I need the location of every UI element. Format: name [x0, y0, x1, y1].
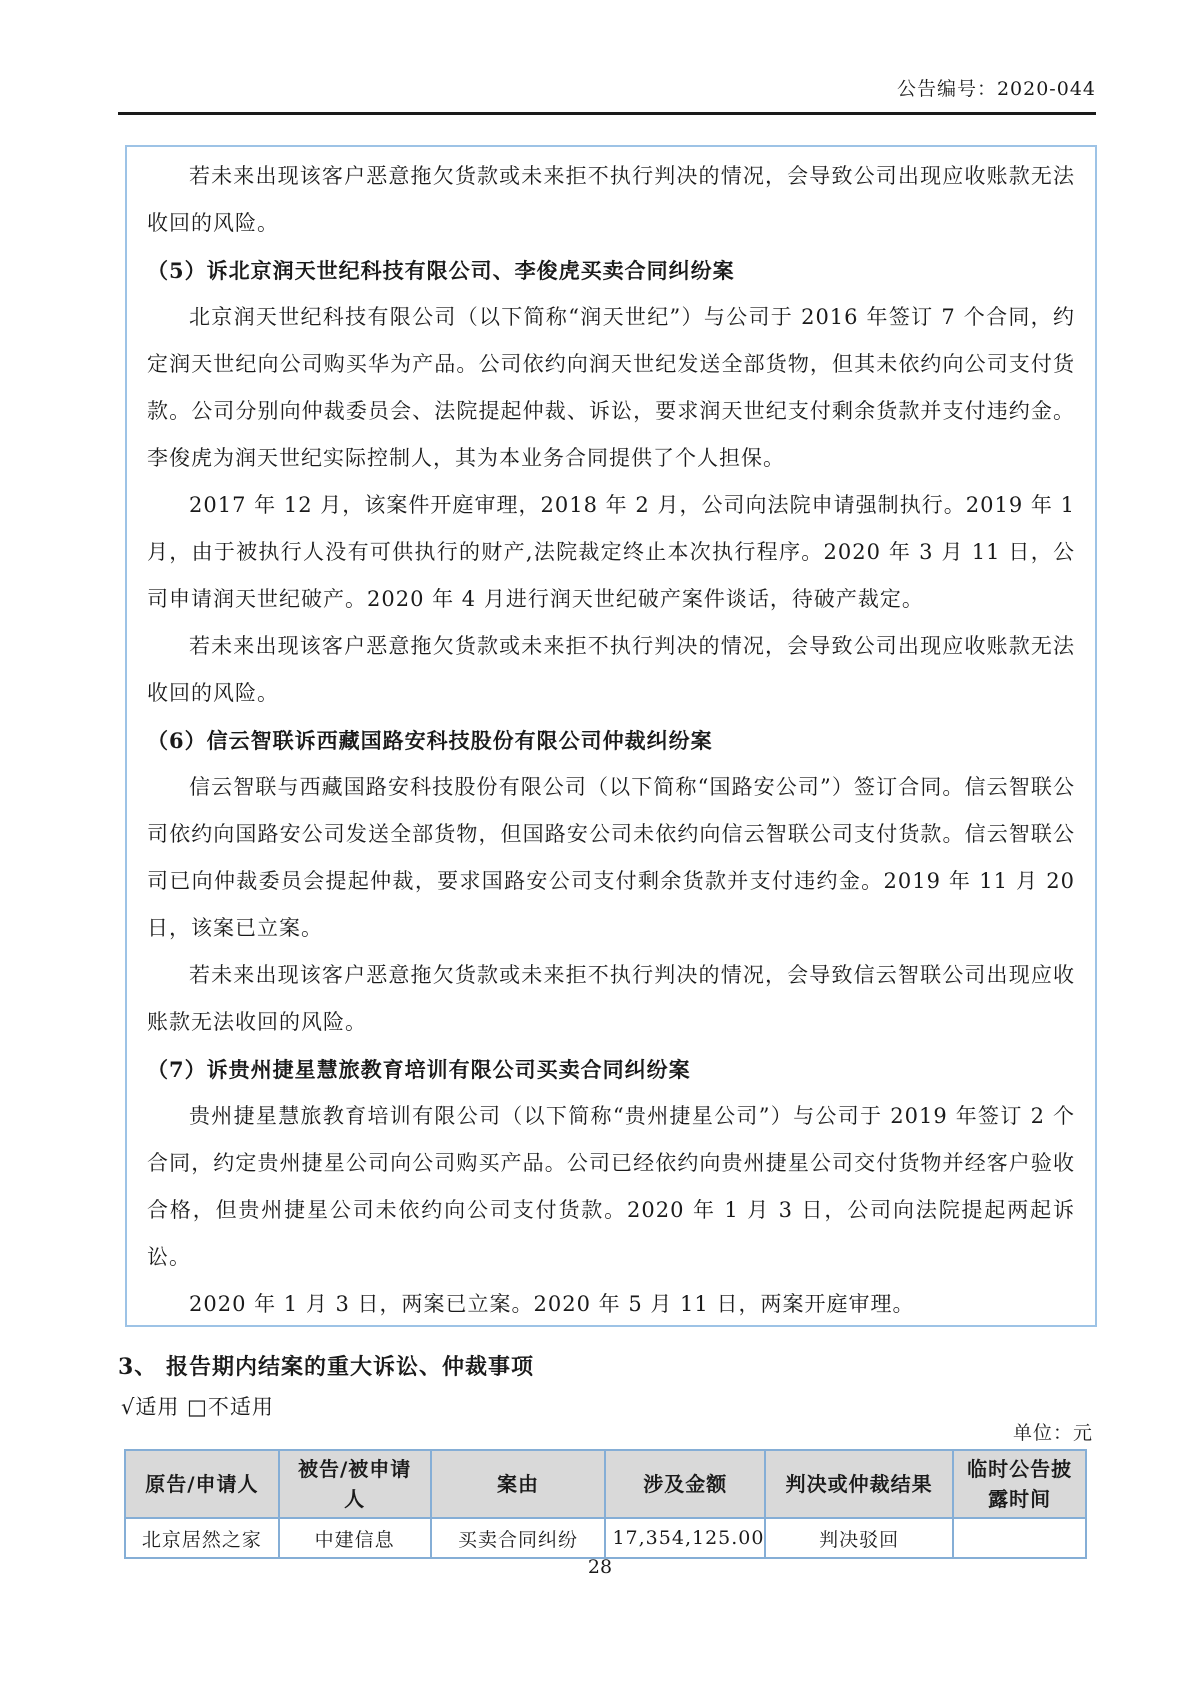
table-header-row — [125, 1450, 1086, 1518]
header-amount: 涉及金额 — [605, 1450, 765, 1518]
paragraph-case6-risk: 若未来出现该客户恶意拖欠货款或未来拒不执行判决的情况，会导致信云智联公司出现应收账款无法收回的风险。 — [147, 963, 1075, 1034]
paragraph-case6-facts: 信云智联与西藏国路安科技股份有限公司（以下简称“国路安公司”）签订合同。信云智联公司依约向国路安公司发送全部货物，但国路安公司未依约向信云智联公司支付货款。信云智联公司已向仲裁委员会提起仲裁，要求国路安公司支付剩余货款并支付违约金。2019 年 11 月 20 日，该案已立案。 — [147, 775, 1075, 940]
cell-plaintiff: 北京居然之家 — [125, 1518, 279, 1558]
unit-label: 单位：元 — [1012, 1422, 1093, 1444]
litigation-content-box — [125, 145, 1097, 1327]
cell-defendant: 中建信息 — [279, 1518, 431, 1558]
case-heading-7: （7）诉贵州捷星慧旅教育培训有限公司买卖合同纠纷案 — [147, 1057, 691, 1082]
case-heading-6: （6）信云智联诉西藏国路安科技股份有限公司仲裁纠纷案 — [147, 728, 713, 753]
doc-number: 公告编号：2020-044 — [896, 78, 1096, 100]
section-3-title: 3、 报告期内结案的重大诉讼、仲裁事项 — [118, 1354, 534, 1380]
header-plaintiff: 原告/申请人 — [125, 1450, 279, 1518]
header-disclosure-date: 临时公告披露时间 — [953, 1450, 1086, 1518]
cell-disclosure-date — [953, 1518, 1086, 1558]
header-judgment-result: 判决或仲裁结果 — [765, 1450, 953, 1518]
cell-judgment-result: 判决驳回 — [765, 1518, 953, 1558]
header-rule — [118, 112, 1096, 115]
table-row — [125, 1518, 1086, 1558]
case-heading-5: （5）诉北京润天世纪科技有限公司、李俊虎买卖合同纠纷案 — [147, 258, 735, 283]
paragraph-risk-note: 若未来出现该客户恶意拖欠货款或未来拒不执行判决的情况，会导致公司出现应收账款无法收回的风险。 — [147, 164, 1075, 235]
cell-amount: 17,354,125.00 — [605, 1518, 765, 1558]
paragraph-case5-risk: 若未来出现该客户恶意拖欠货款或未来拒不执行判决的情况，会导致公司出现应收账款无法收回的风险。 — [147, 634, 1075, 705]
applicability-note: √适用 □不适用 — [121, 1395, 274, 1419]
page-number: 28 — [587, 1556, 613, 1578]
header-defendant: 被告/被申请人 — [279, 1450, 431, 1518]
paragraph-case5-timeline: 2017 年 12 月，该案件开庭审理，2018 年 2 月，公司向法院申请强制执行。2019 年 1 月，由于被执行人没有可供执行的财产,法院裁定终止本次执行程序。2020 年 3 月 11 日，公司申请润天世纪破产。2020 年 4 月进行润天世纪破产案件谈话，待破产裁定。 — [147, 493, 1075, 611]
paragraph-case7-timeline: 2020 年 1 月 3 日，两案已立案。2020 年 5 月 11 日，两案开庭审理。 — [189, 1292, 915, 1316]
paragraph-case5-facts: 北京润天世纪科技有限公司（以下简称“润天世纪”）与公司于 2016 年签订 7 个合同，约定润天世纪向公司购买华为产品。公司依约向润天世纪发送全部货物，但其未依约向公司支付货款。公司分别向仲裁委员会、法院提起仲裁、诉讼，要求润天世纪支付剩余货款并支付违约金。李俊虎为润天世纪实际控制人，其为本业务合同提供了个人担保。 — [147, 305, 1075, 470]
header-cause: 案由 — [431, 1450, 606, 1518]
paragraph-case7-facts: 贵州捷星慧旅教育培训有限公司（以下简称“贵州捷星公司”）与公司于 2019 年签订 2 个合同，约定贵州捷星公司向公司购买产品。公司已经依约向贵州捷星公司交付货物并经客户验收合格，但贵州捷星公司未依约向公司支付货款。2020 年 1 月 3 日，公司向法院提起两起诉讼。 — [147, 1104, 1075, 1269]
cell-cause: 买卖合同纠纷 — [431, 1518, 606, 1558]
concluded-litigation-table — [124, 1449, 1087, 1559]
